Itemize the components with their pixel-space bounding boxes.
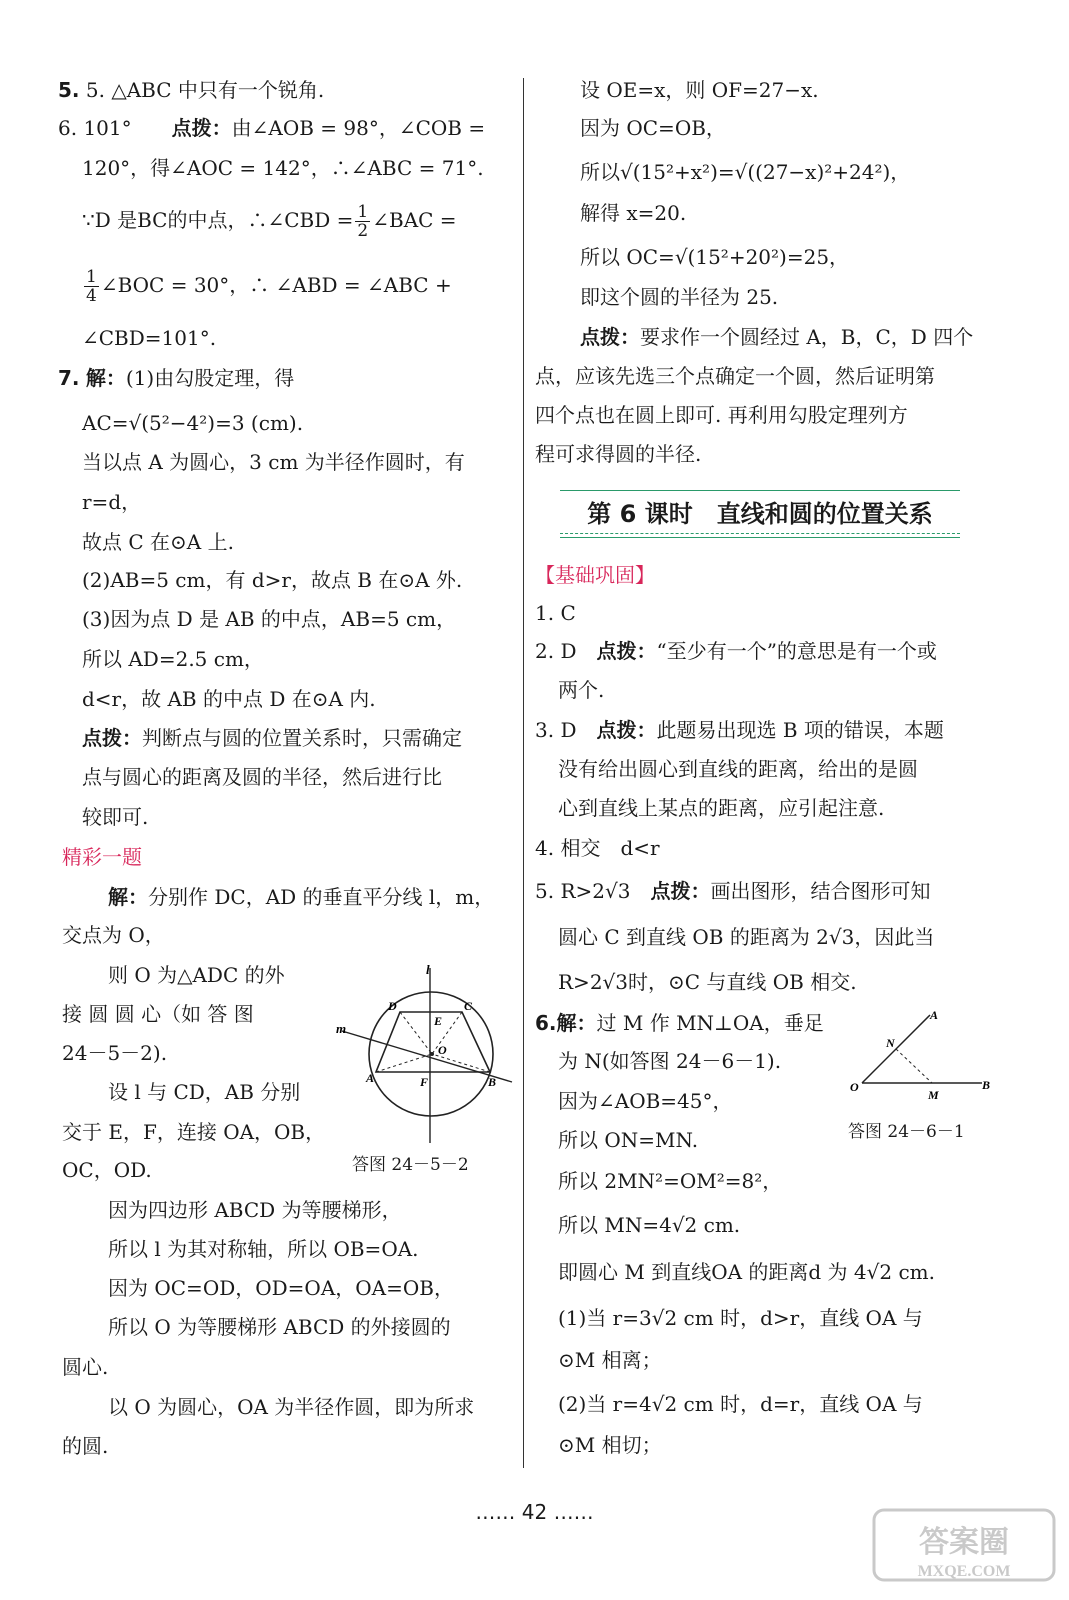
answer-7-line3: 当以点 A 为圆心，3 cm 为半径作圆时，有 bbox=[82, 450, 465, 474]
right-line2: 因为 OC=OB， bbox=[580, 116, 726, 140]
solution-label: 解： bbox=[85, 366, 126, 390]
highlight-line9: 因为四边形 ABCD 为等腰梯形， bbox=[108, 1198, 402, 1222]
label-l: l bbox=[426, 962, 430, 977]
answer-6-line2: 120°，得∠AOC = 142°，∴∠ABC = 71°. bbox=[82, 156, 484, 180]
basic-answer-5-line3: R>2√3时，⊙C 与直线 OB 相交. bbox=[558, 970, 857, 994]
basic-answer-6-line6: 所以 MN=4√2 cm. bbox=[558, 1213, 741, 1237]
highlight-line12: 所以 O 为等腰梯形 ABCD 的外接圆的 bbox=[108, 1315, 451, 1339]
basic-answer-3-line1: 3. D 点拨：此题易出现选 B 项的错误，本题 bbox=[535, 718, 944, 742]
watermark-logo bbox=[870, 1500, 1060, 1600]
lesson-heading: 第 6 课时 直线和圆的位置关系 bbox=[560, 490, 960, 538]
hint-label: 点拨： bbox=[171, 116, 232, 140]
right-line6: 即这个圆的半径为 25. bbox=[580, 285, 779, 309]
figure-caption-24-6-1: 答图 24－6－1 bbox=[848, 1122, 965, 1142]
answer-7-line4: r=d， bbox=[82, 490, 142, 514]
basic-answer-6-line2: 为 N(如答图 24－6－1). bbox=[558, 1049, 782, 1073]
basic-answer-1: 1. C bbox=[535, 601, 576, 625]
column-divider bbox=[523, 78, 524, 1468]
right-hint1: 点拨：要求作一个圆经过 A，B，C，D 四个 bbox=[580, 325, 974, 349]
highlight-line1: 解：分别作 DC，AD 的垂直平分线 l，m， bbox=[108, 885, 495, 909]
basic-answer-4: 4. 相交 d<r bbox=[535, 836, 660, 860]
page-number: …… 42 …… bbox=[475, 1500, 594, 1524]
label-B: B bbox=[488, 1075, 497, 1089]
fraction-quarter: $\frac{1}{4}$ bbox=[86, 267, 97, 306]
basic-answer-6-line1: 6.解：过 M 作 MN⊥OA，垂足 bbox=[535, 1011, 824, 1035]
basic-answer-6-line10: (2)当 r=4√2 cm 时，d=r，直线 OA 与 bbox=[558, 1392, 923, 1416]
right-line1: 设 OE=x，则 OF=27−x. bbox=[580, 78, 819, 102]
highlight-line10: 所以 l 为其对称轴，所以 OB=OA. bbox=[108, 1237, 419, 1261]
label-O: O bbox=[438, 1043, 447, 1057]
answer-7-line6: (2)AB=5 cm，有 d>r，故点 B 在⊙A 外. bbox=[82, 568, 463, 592]
answer-7-line8: 所以 AD=2.5 cm， bbox=[82, 647, 264, 671]
answer-7-line9: d<r，故 AB 的中点 D 在⊙A 内. bbox=[82, 687, 376, 711]
highlight-line15: 的圆. bbox=[62, 1434, 109, 1458]
highlight-line7: 交于 E，F，连接 OA，OB， bbox=[62, 1120, 326, 1144]
section-tag-basics: 【基础巩固】 bbox=[535, 563, 655, 587]
basic-answer-6-line4: 所以 ON=MN. bbox=[558, 1128, 699, 1152]
answer-7-line1: 7. 解：(1)由勾股定理，得 bbox=[58, 366, 295, 390]
highlight-line4: 接 圆 圆 心（如 答 图 bbox=[62, 1002, 254, 1026]
highlight-line6: 设 l 与 CD，AB 分别 bbox=[108, 1080, 301, 1104]
answer-7-line7: (3)因为点 D 是 AB 的中点，AB=5 cm， bbox=[82, 607, 457, 631]
label-C: C bbox=[464, 999, 473, 1013]
answer-5: 5. 5. △ABC 中只有一个锐角. bbox=[58, 78, 325, 102]
label-m: m bbox=[336, 1021, 347, 1036]
svg-text:答案圈: 答案圈 bbox=[919, 1526, 1009, 1559]
answer-7-hint3: 较即可. bbox=[82, 805, 149, 829]
label-D: D bbox=[388, 999, 397, 1013]
right-line3: 所以√(15²+x²)=√((27−x)²+24²)， bbox=[580, 160, 911, 184]
basic-answer-2-line1: 2. D 点拨：“至少有一个”的意思是有一个或 bbox=[535, 639, 937, 663]
basic-answer-3-line3: 心到直线上某点的距离，应引起注意. bbox=[558, 796, 885, 820]
angle-figure bbox=[844, 1005, 994, 1105]
figure-caption-24-5-2: 答图 24－5－2 bbox=[352, 1155, 469, 1175]
highlight-line14: 以 O 为圆心，OA 为半径作圆，即为所求 bbox=[108, 1395, 475, 1419]
basic-answer-6-line7: 即圆心 M 到直线OA 的距离d 为 4√2 cm. bbox=[558, 1260, 935, 1284]
basic-answer-5-line1: 5. R>2√3 点拨：画出图形，结合图形可知 bbox=[535, 879, 931, 903]
highlight-line13: 圆心. bbox=[62, 1355, 109, 1379]
label-F: F bbox=[420, 1075, 429, 1089]
right-hint4: 程可求得圆的半径. bbox=[535, 442, 702, 466]
answer-7-line2: AC=√(5²−4²)=3 (cm). bbox=[82, 411, 304, 435]
answer-6-line4: $\frac{1}{4}$ ∠BOC = 30°，∴ ∠ABD = ∠ABC + bbox=[86, 267, 452, 306]
answer-7-hint1: 点拨：判断点与圆的位置关系时，只需确定 bbox=[82, 726, 462, 750]
right-hint3: 四个点也在圆上即可. 再利用勾股定理列方 bbox=[535, 403, 908, 427]
basic-answer-3-line2: 没有给出圆心到直线的距离，给出的是圆 bbox=[558, 757, 918, 781]
right-line4: 解得 x=20. bbox=[580, 201, 687, 225]
answer-6-line3: ∵D 是BC的中点，∴∠CBD = $\frac{1}{2}$ ∠BAC = bbox=[82, 202, 457, 241]
label-E: E bbox=[434, 1014, 443, 1028]
section-highlight-title: 精彩一题 bbox=[62, 845, 142, 869]
answer-5-text: 5. △ABC 中只有一个锐角. bbox=[85, 78, 325, 102]
highlight-line3: 则 O 为△ADC 的外 bbox=[108, 963, 285, 987]
basic-answer-6-line3: 因为∠AOB=45°， bbox=[558, 1089, 733, 1113]
answer-6-line1: 6. 101° 点拨：由∠AOB = 98°，∠COB = bbox=[58, 116, 486, 140]
fraction-half: $\frac{1}{2}$ bbox=[357, 202, 369, 241]
highlight-line11: 因为 OC=OD，OD=OA，OA=OB， bbox=[108, 1276, 454, 1300]
highlight-line2: 交点为 O， bbox=[62, 923, 165, 947]
basic-answer-6-line8: (1)当 r=3√2 cm 时，d>r，直线 OA 与 bbox=[558, 1306, 923, 1330]
label-A: A bbox=[366, 1071, 375, 1085]
circle-trapezoid-figure bbox=[330, 958, 520, 1148]
answer-7-line5: 故点 C 在⊙A 上. bbox=[82, 530, 234, 554]
label-N: N bbox=[886, 1036, 895, 1050]
answer-6-line5: ∠CBD=101°. bbox=[82, 326, 217, 350]
label-B2: B bbox=[982, 1078, 991, 1092]
label-A2: A bbox=[930, 1008, 939, 1022]
basic-answer-6-line5: 所以 2MN²=OM²=8²， bbox=[558, 1169, 783, 1193]
basic-answer-5-line2: 圆心 C 到直线 OB 的距离为 2√3，因此当 bbox=[558, 925, 935, 949]
right-line5: 所以 OC=√(15²+20²)=25， bbox=[580, 245, 850, 269]
basic-answer-6-line9: ⊙M 相离； bbox=[558, 1348, 662, 1372]
highlight-line5: 24－5－2). bbox=[62, 1041, 168, 1065]
answer-7-hint2: 点与圆心的距离及圆的半径，然后进行比 bbox=[82, 765, 442, 789]
right-hint2: 点，应该先选三个点确定一个圆，然后证明第 bbox=[535, 364, 935, 388]
label-M: M bbox=[928, 1088, 939, 1102]
label-O2: O bbox=[850, 1080, 859, 1094]
highlight-line8: OC，OD. bbox=[62, 1158, 152, 1182]
svg-text:MXQE.COM: MXQE.COM bbox=[917, 1563, 1011, 1580]
basic-answer-6-line11: ⊙M 相切； bbox=[558, 1433, 662, 1457]
basic-answer-2-line2: 两个. bbox=[558, 678, 605, 702]
